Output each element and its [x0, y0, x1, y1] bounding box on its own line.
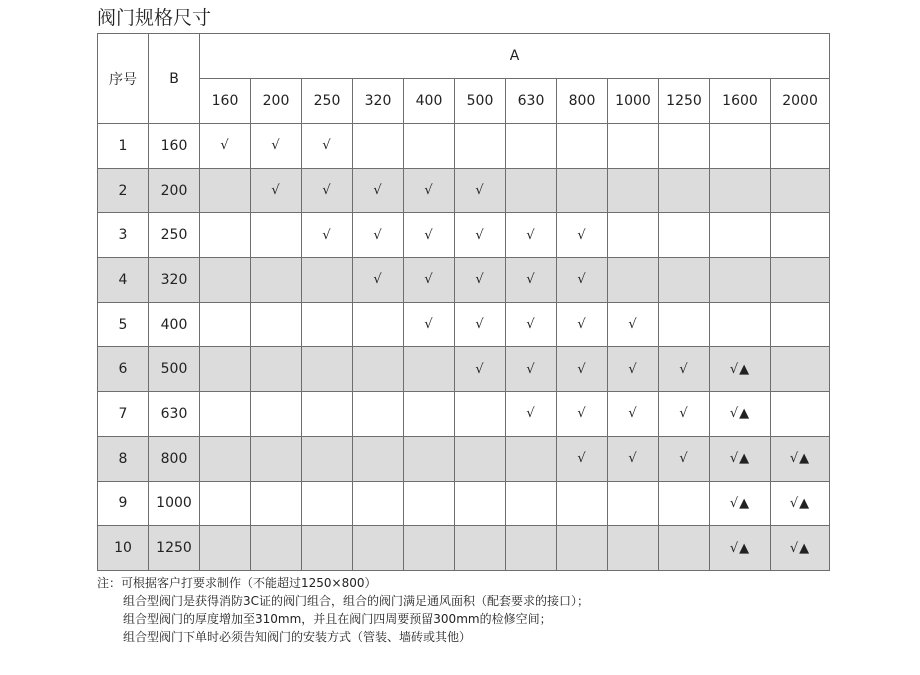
seq-cell: 9 — [98, 481, 149, 526]
availability-cell — [404, 124, 455, 169]
availability-cell — [353, 124, 404, 169]
availability-cell — [404, 392, 455, 437]
availability-cell — [608, 213, 659, 258]
availability-cell — [608, 481, 659, 526]
availability-cell: √▲ — [771, 526, 830, 571]
availability-cell — [771, 124, 830, 169]
table-row — [98, 436, 830, 481]
availability-cell: √ — [404, 302, 455, 347]
availability-cell — [659, 526, 710, 571]
availability-cell: √ — [557, 258, 608, 303]
availability-cell — [557, 526, 608, 571]
availability-cell — [506, 124, 557, 169]
availability-cell: √ — [302, 213, 353, 258]
note-line: 组合型阀门的厚度增加至310mm，并且在阀门四周要预留300mm的检修空间； — [123, 612, 552, 626]
a-value-header: 800 — [557, 79, 608, 124]
b-cell: 630 — [149, 392, 200, 437]
availability-cell — [404, 481, 455, 526]
availability-cell: √ — [353, 168, 404, 213]
availability-cell — [455, 481, 506, 526]
note-line: 注：可根据客户打要求制作（不能超过1250×800） — [97, 576, 377, 590]
table-row — [98, 302, 830, 347]
availability-cell: √ — [557, 392, 608, 437]
availability-cell — [659, 213, 710, 258]
note-line: 组合型阀门下单时必须告知阀门的安装方式（管装、墙砖或其他） — [123, 630, 472, 644]
spec-table — [97, 33, 830, 571]
availability-cell — [710, 302, 771, 347]
b-cell: 200 — [149, 168, 200, 213]
availability-cell — [455, 392, 506, 437]
availability-cell — [557, 124, 608, 169]
availability-cell: √ — [506, 302, 557, 347]
availability-cell — [200, 168, 251, 213]
table-row — [98, 124, 830, 169]
table-row — [98, 213, 830, 258]
availability-cell — [506, 481, 557, 526]
availability-cell — [404, 526, 455, 571]
b-cell: 1000 — [149, 481, 200, 526]
availability-cell: √▲ — [771, 436, 830, 481]
availability-cell: √ — [302, 168, 353, 213]
availability-cell: √ — [506, 347, 557, 392]
b-cell: 320 — [149, 258, 200, 303]
a-value-header: 1600 — [710, 79, 771, 124]
availability-cell — [710, 168, 771, 213]
availability-cell: √ — [455, 213, 506, 258]
seq-cell: 10 — [98, 526, 149, 571]
availability-cell: √▲ — [710, 347, 771, 392]
seq-cell: 7 — [98, 392, 149, 437]
seq-cell: 4 — [98, 258, 149, 303]
b-cell: 160 — [149, 124, 200, 169]
availability-cell — [659, 258, 710, 303]
availability-cell: √ — [557, 302, 608, 347]
availability-cell: √ — [608, 302, 659, 347]
availability-cell: √ — [608, 436, 659, 481]
availability-cell — [771, 302, 830, 347]
availability-cell — [251, 258, 302, 303]
availability-cell — [455, 124, 506, 169]
availability-cell: √ — [506, 213, 557, 258]
availability-cell: √ — [455, 302, 506, 347]
availability-cell — [771, 258, 830, 303]
availability-cell — [608, 124, 659, 169]
availability-cell — [251, 302, 302, 347]
availability-cell — [200, 481, 251, 526]
availability-cell: √▲ — [710, 526, 771, 571]
availability-cell — [200, 526, 251, 571]
seq-cell: 5 — [98, 302, 149, 347]
table-row — [98, 481, 830, 526]
availability-cell — [251, 436, 302, 481]
b-cell: 250 — [149, 213, 200, 258]
availability-cell: √ — [251, 168, 302, 213]
availability-cell — [302, 258, 353, 303]
availability-cell — [608, 168, 659, 213]
availability-cell: √ — [659, 392, 710, 437]
availability-cell: √ — [608, 392, 659, 437]
availability-cell — [251, 481, 302, 526]
availability-cell — [251, 526, 302, 571]
a-value-header: 400 — [404, 79, 455, 124]
availability-cell: √ — [353, 213, 404, 258]
availability-cell — [302, 347, 353, 392]
seq-cell: 1 — [98, 124, 149, 169]
a-value-header: 1000 — [608, 79, 659, 124]
availability-cell — [557, 168, 608, 213]
availability-cell — [404, 436, 455, 481]
availability-cell — [200, 436, 251, 481]
availability-cell — [251, 213, 302, 258]
availability-cell — [200, 302, 251, 347]
b-header: B — [149, 34, 200, 124]
availability-cell: √ — [200, 124, 251, 169]
availability-cell — [353, 392, 404, 437]
availability-cell — [455, 436, 506, 481]
availability-cell: √ — [455, 347, 506, 392]
availability-cell — [200, 258, 251, 303]
availability-cell: √ — [506, 392, 557, 437]
availability-cell: √▲ — [710, 392, 771, 437]
availability-cell — [710, 124, 771, 169]
availability-cell — [353, 481, 404, 526]
availability-cell: √ — [404, 258, 455, 303]
availability-cell: √ — [659, 347, 710, 392]
availability-cell — [200, 392, 251, 437]
a-value-header: 160 — [200, 79, 251, 124]
b-cell: 400 — [149, 302, 200, 347]
availability-cell — [353, 526, 404, 571]
availability-cell: √▲ — [710, 481, 771, 526]
b-cell: 1250 — [149, 526, 200, 571]
availability-cell — [771, 347, 830, 392]
availability-cell — [302, 302, 353, 347]
availability-cell — [455, 526, 506, 571]
availability-cell: √ — [557, 347, 608, 392]
a-value-header: 2000 — [771, 79, 830, 124]
availability-cell — [251, 347, 302, 392]
availability-cell: √ — [557, 213, 608, 258]
availability-cell: √ — [608, 347, 659, 392]
table-row — [98, 258, 830, 303]
availability-cell — [608, 258, 659, 303]
availability-cell — [506, 168, 557, 213]
table-row — [98, 526, 830, 571]
availability-cell: √ — [557, 436, 608, 481]
availability-cell — [659, 302, 710, 347]
availability-cell — [200, 347, 251, 392]
availability-cell: √ — [659, 436, 710, 481]
table-row — [98, 168, 830, 213]
availability-cell — [771, 168, 830, 213]
availability-cell — [710, 213, 771, 258]
b-cell: 800 — [149, 436, 200, 481]
availability-cell: √ — [302, 124, 353, 169]
seq-cell: 8 — [98, 436, 149, 481]
availability-cell: √ — [506, 258, 557, 303]
seq-cell: 3 — [98, 213, 149, 258]
a-value-header: 1250 — [659, 79, 710, 124]
availability-cell — [302, 436, 353, 481]
availability-cell: √ — [455, 168, 506, 213]
availability-cell: √▲ — [710, 436, 771, 481]
availability-cell — [302, 526, 353, 571]
table-row — [98, 392, 830, 437]
b-cell: 500 — [149, 347, 200, 392]
seq-header: 序号 — [98, 34, 149, 124]
a-value-header: 630 — [506, 79, 557, 124]
availability-cell — [608, 526, 659, 571]
availability-cell — [353, 302, 404, 347]
availability-cell: √ — [251, 124, 302, 169]
availability-cell: √▲ — [771, 481, 830, 526]
notes — [97, 574, 589, 646]
availability-cell — [659, 124, 710, 169]
availability-cell — [251, 392, 302, 437]
seq-cell: 2 — [98, 168, 149, 213]
availability-cell: √ — [353, 258, 404, 303]
availability-cell — [506, 526, 557, 571]
availability-cell — [659, 168, 710, 213]
availability-cell — [771, 213, 830, 258]
note-line: 组合型阀门是获得消防3C证的阀门组合，组合的阀门满足通风面积（配套要求的接口）； — [123, 594, 590, 608]
table-row — [98, 347, 830, 392]
availability-cell — [302, 392, 353, 437]
availability-cell: √ — [404, 168, 455, 213]
a-value-header: 500 — [455, 79, 506, 124]
seq-cell: 6 — [98, 347, 149, 392]
availability-cell: √ — [455, 258, 506, 303]
availability-cell — [353, 436, 404, 481]
a-value-header: 200 — [251, 79, 302, 124]
page-title: 阀门规格尺寸 — [97, 7, 212, 29]
a-value-header: 250 — [302, 79, 353, 124]
availability-cell — [404, 347, 455, 392]
availability-cell — [506, 436, 557, 481]
availability-cell — [353, 347, 404, 392]
availability-cell — [710, 258, 771, 303]
a-value-header: 320 — [353, 79, 404, 124]
availability-cell — [200, 213, 251, 258]
availability-cell — [659, 481, 710, 526]
a-header: A — [200, 34, 830, 79]
availability-cell — [302, 481, 353, 526]
availability-cell — [771, 392, 830, 437]
availability-cell: √ — [404, 213, 455, 258]
availability-cell — [557, 481, 608, 526]
